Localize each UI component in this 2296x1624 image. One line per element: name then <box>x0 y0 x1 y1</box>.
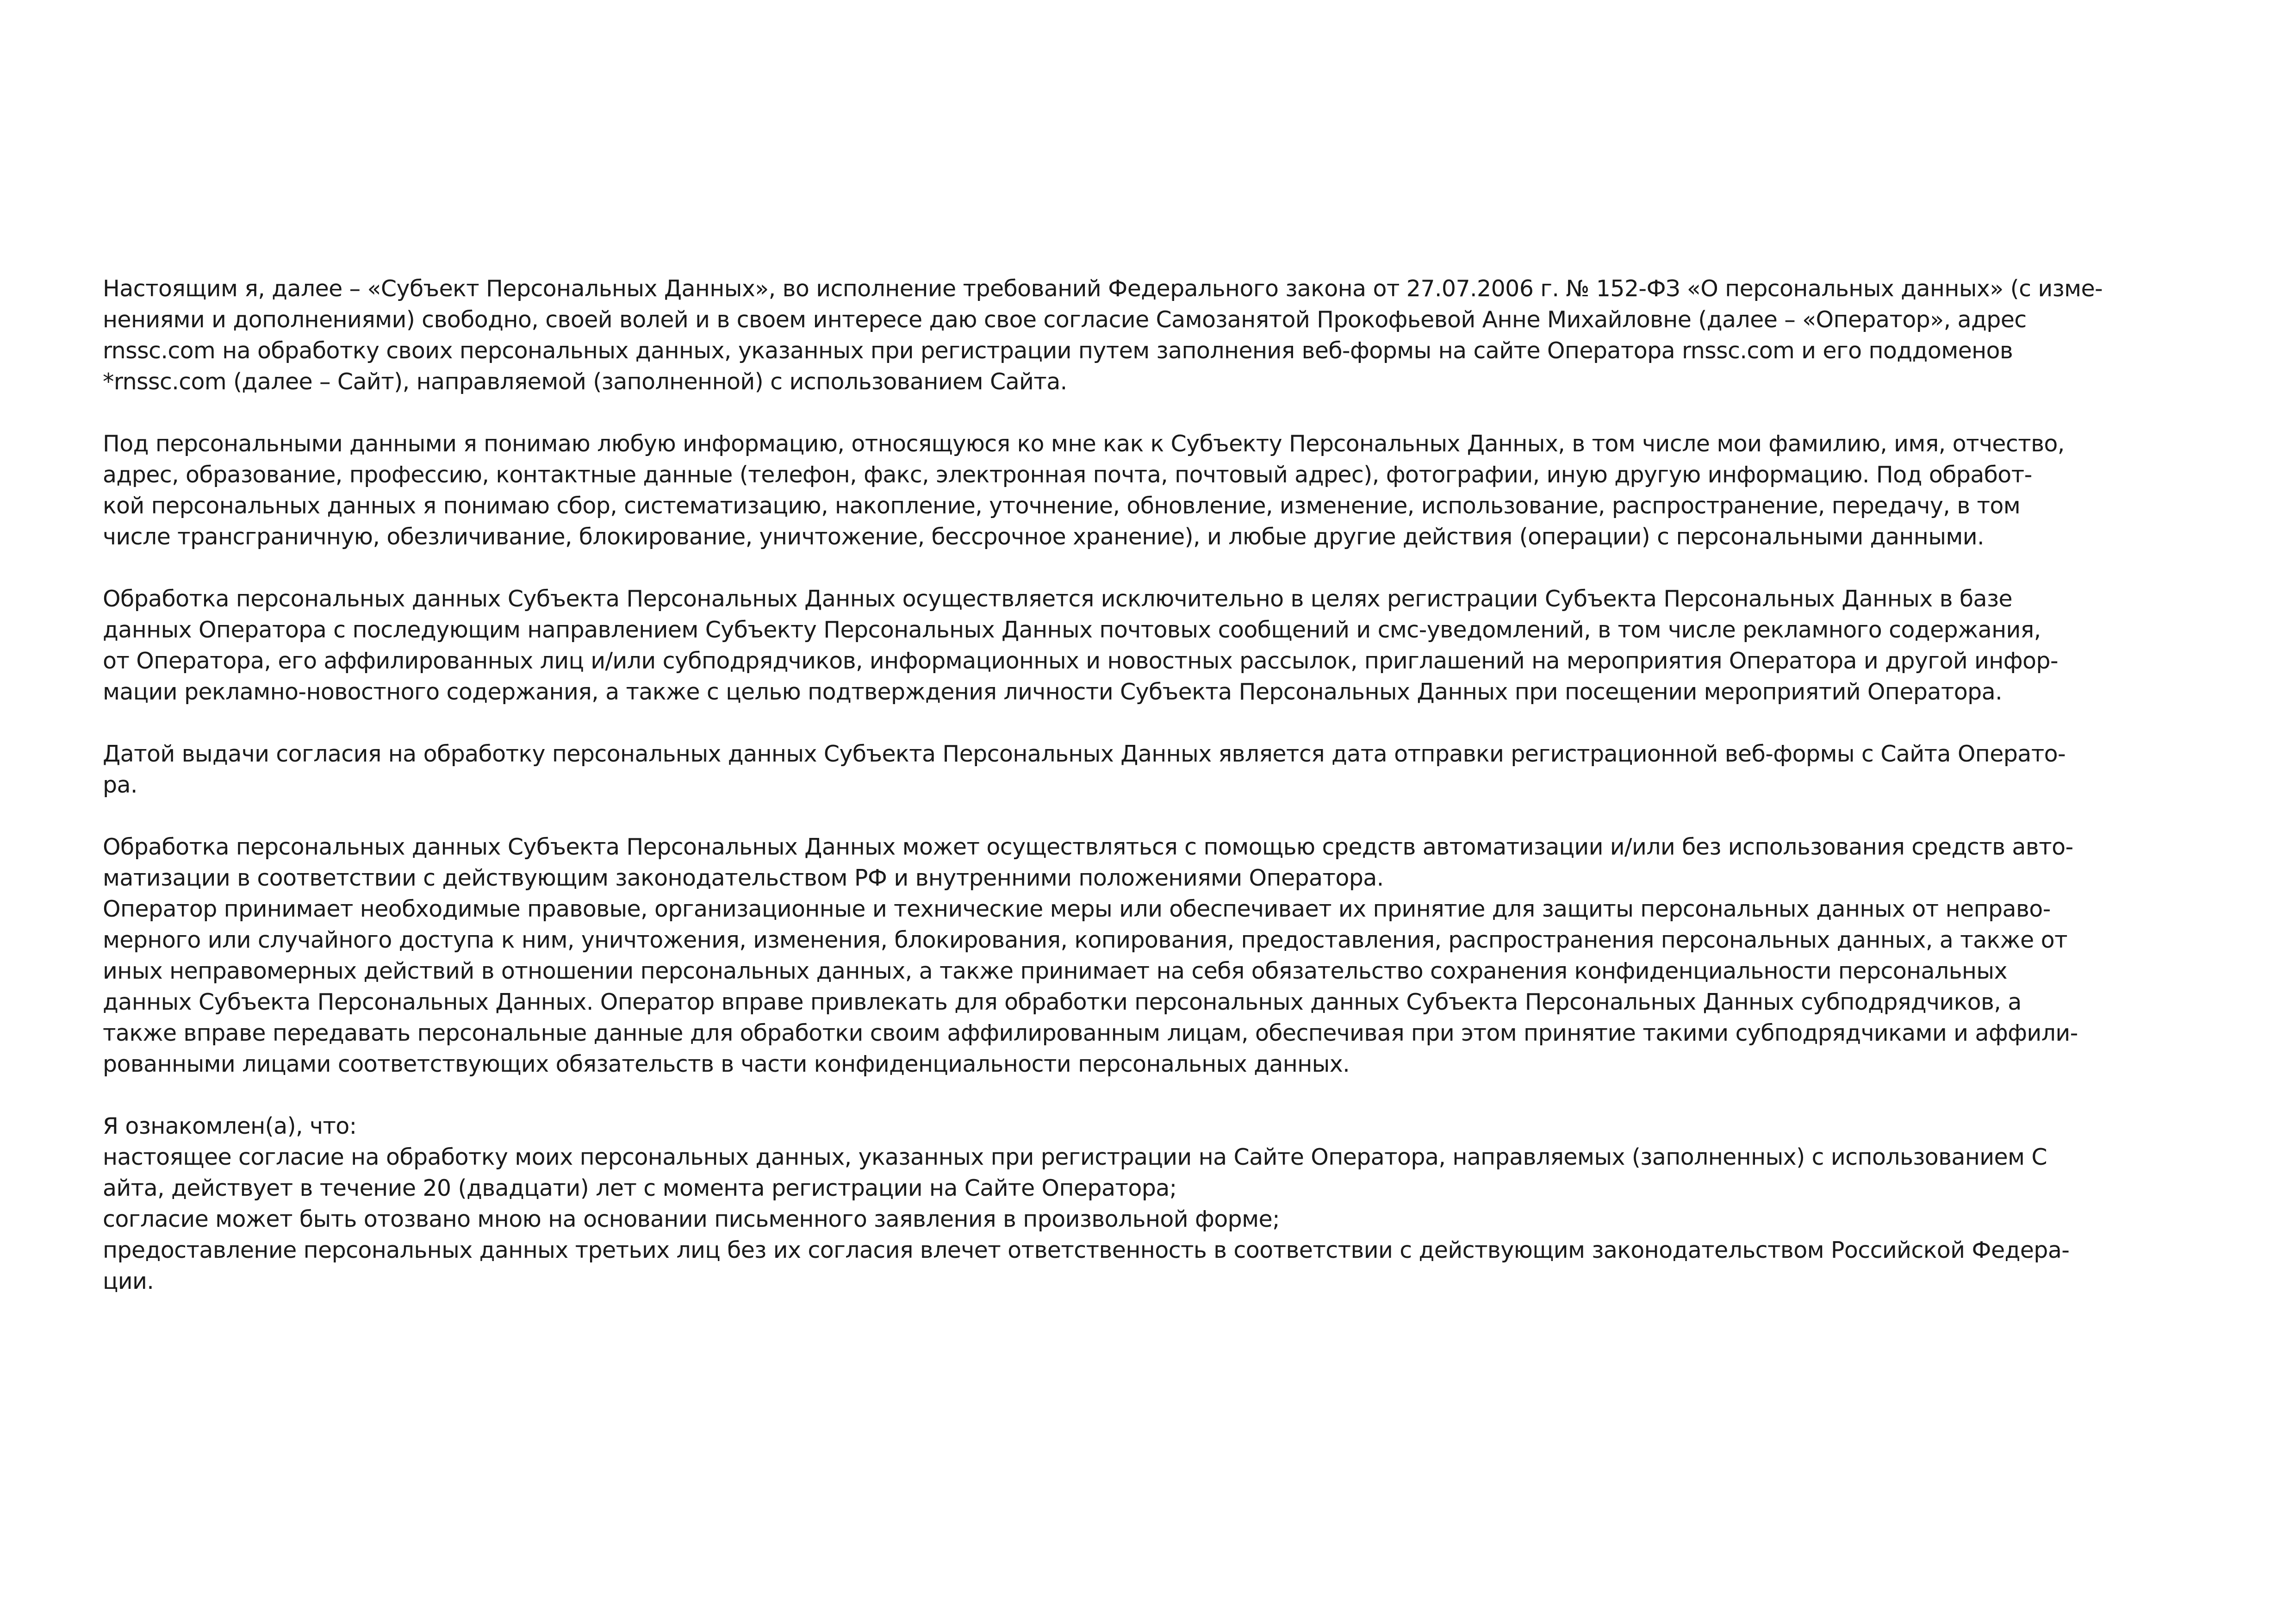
text-line: рованными лицами соответствующих обязательств в части конфиденциальности персональных данных. <box>103 1051 1350 1077</box>
text-line: матизации в соответствии с действующим законодательством РФ и внутренними положениями Оператора. <box>103 865 1384 891</box>
text-line: согласие может быть отозвано мною на основании письменного заявления в произвольной форме; <box>103 1206 1280 1232</box>
text-line: также вправе передавать персональные данные для обработки своим аффилированным лицам, обеспечивая при этом принятие такими субподрядчиками и аффили- <box>103 1020 2078 1046</box>
text-line: мации рекламно-новостного содержания, а также с целью подтверждения личности Субъекта Персональных Данных при посещении мероприятий Оператора. <box>103 679 2003 705</box>
text-line: Датой выдачи согласия на обработку персональных данных Субъекта Персональных Данных является дата отправки регистрационной веб-формы с Сайта Операто- <box>103 741 2066 767</box>
paragraph-processing-methods <box>103 831 2185 1080</box>
paragraph-personal-data-definition <box>103 428 2185 552</box>
text-line: от Оператора, его аффилированных лиц и/или субподрядчиков, информационных и новостных рассылок, приглашений на мероприятия Оператора и другой инфор- <box>103 648 2058 674</box>
text-line: Под персональными данными я понимаю любую информацию, относящуюся ко мне как к Субъекту Персональных Данных, в том числе мои фамилию, имя, отчество, <box>103 431 2065 457</box>
text-line: Обработка персональных данных Субъекта Персональных Данных может осуществляться с помощью средств автоматизации и/или без использования средств авто- <box>103 834 2073 860</box>
text-line: числе трансграничную, обезличивание, блокирование, уничтожение, бессрочное хранение), и любые другие действия (операции) с персональными данными. <box>103 524 1984 550</box>
text-line: данных Субъекта Персональных Данных. Оператор вправе привлекать для обработки персональных данных Субъекта Персональных Данных субподрядчиков, а <box>103 989 2022 1015</box>
text-line: мерного или случайного доступа к ним, уничтожения, изменения, блокирования, копирования, предоставления, распространения персональных данных, а также от <box>103 927 2067 953</box>
text-line: Настоящим я, далее – «Субъект Персональных Данных», во исполнение требований Федерального закона от 27.07.2006 г. № 152-ФЗ «О персональных данных» (с изме- <box>103 275 2103 302</box>
text-line: ции. <box>103 1268 154 1294</box>
text-line: айта, действует в течение 20 (двадцати) лет с момента регистрации на Сайте Оператора; <box>103 1175 1177 1201</box>
text-line: адрес, образование, профессию, контактные данные (телефон, факс, электронная почта, почтовый адрес), фотографии, иную другую информацию. Под обработ- <box>103 462 2032 488</box>
text-line: предоставление персональных данных третьих лиц без их согласия влечет ответственность в соответствии с действующим законодательством Российской Федера- <box>103 1237 2070 1263</box>
text-line: *rnssc.com (далее – Сайт), направляемой (заполненной) с использованием Сайта. <box>103 369 1067 395</box>
paragraph-consent-intro <box>103 273 2185 397</box>
text-line: ра. <box>103 772 137 798</box>
consent-text <box>103 273 2185 1297</box>
text-line: rnssc.com на обработку своих персональных данных, указанных при регистрации путем заполнения веб-формы на сайте Оператора rnssc.com и его поддоменов <box>103 337 2013 364</box>
paragraph-acknowledgement <box>103 1111 2185 1297</box>
text-line: настоящее согласие на обработку моих персональных данных, указанных при регистрации на Сайте Оператора, направляемых (заполненных) с использованием С <box>103 1144 2047 1170</box>
text-line: нениями и дополнениями) свободно, своей волей и в своем интересе даю свое согласие Самозанятой Прокофьевой Анне Михайловне (далее – «Оператор», адрес <box>103 306 2027 333</box>
text-line: данных Оператора с последующим направлением Субъекту Персональных Данных почтовых сообщений и смс-уведомлений, в том числе рекламного содержания, <box>103 617 2041 643</box>
text-line: иных неправомерных действий в отношении персональных данных, а также принимает на себя обязательство сохранения конфиденциальности персональных <box>103 958 2007 984</box>
paragraph-processing-purpose <box>103 583 2185 707</box>
paragraph-consent-date <box>103 738 2185 800</box>
text-line: Обработка персональных данных Субъекта Персональных Данных осуществляется исключительно в целях регистрации Субъекта Персональных Данных в базе <box>103 586 2012 612</box>
text-line: Я ознакомлен(а), что: <box>103 1113 357 1139</box>
text-line: Оператор принимает необходимые правовые, организационные и технические меры или обеспечивает их принятие для защиты персональных данных от неправо- <box>103 896 2051 922</box>
text-line: кой персональных данных я понимаю сбор, систематизацию, накопление, уточнение, обновление, изменение, использование, распространение, передачу, в том <box>103 493 2021 519</box>
